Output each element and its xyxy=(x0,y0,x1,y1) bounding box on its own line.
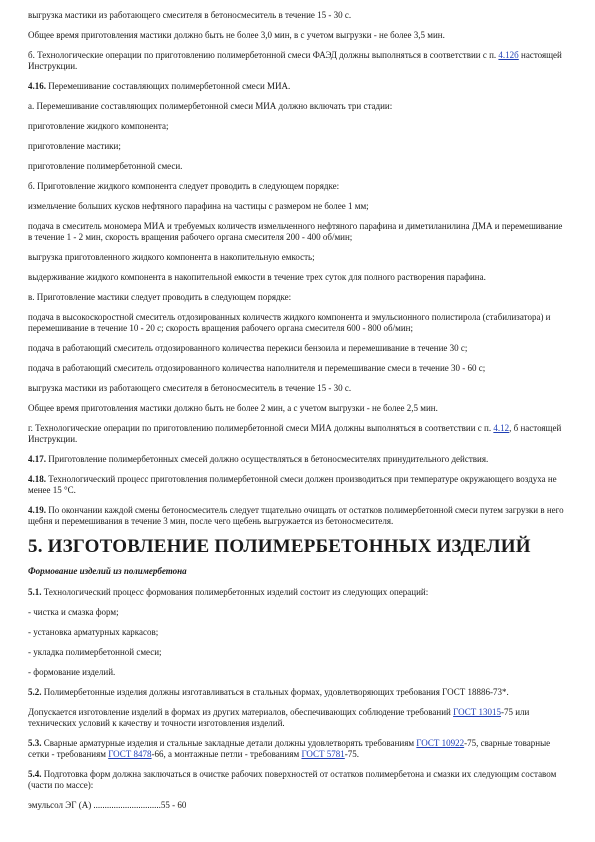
paragraph xyxy=(28,181,568,192)
paragraph-text: - укладка полимербетонной смеси; xyxy=(28,647,162,657)
paragraph xyxy=(28,10,568,21)
paragraph-text: измельчение больших кусков нефтяного парафина на частицы с размером не более 1 мм; xyxy=(28,201,369,211)
paragraph-text: подача в работающий смеситель отдозированного количества наполнителя и перемешивание смеси в течение 30 - 60 с; xyxy=(28,363,486,373)
paragraph xyxy=(28,505,568,527)
paragraph xyxy=(28,383,568,394)
paragraph xyxy=(28,161,568,172)
reference-link[interactable]: ГОСТ 8478 xyxy=(108,749,152,759)
paragraph-text: выгрузка мастики из работающего смесителя в бетоносмеситель в течение 15 - 30 с. xyxy=(28,383,352,393)
paragraph xyxy=(28,221,568,243)
paragraph-text: - установка арматурных каркасов; xyxy=(28,627,159,637)
paragraph xyxy=(28,30,568,41)
paragraph xyxy=(28,363,568,374)
paragraph xyxy=(28,738,568,760)
paragraph-text: - формование изделий. xyxy=(28,667,116,677)
paragraph xyxy=(28,587,568,598)
paragraph-text: выгрузка мастики из работающего смесителя в бетоносмеситель в течение 15 - 30 с. xyxy=(28,10,352,20)
clause-number: 4.17. xyxy=(28,454,46,464)
paragraph-text: Приготовление полимербетонных смесей должно осуществляться в бетоносмесителях принудительного действия. xyxy=(46,454,489,464)
reference-link[interactable]: ГОСТ 13015 xyxy=(453,707,501,717)
paragraph-text: -75 или технических условий к качеству и точности изготовления изделий. xyxy=(28,707,530,728)
paragraph xyxy=(28,292,568,303)
paragraph-text: -75. xyxy=(344,749,360,759)
paragraph xyxy=(28,454,568,465)
paragraph xyxy=(28,101,568,112)
paragraph xyxy=(28,81,568,92)
paragraph xyxy=(28,667,568,678)
paragraph-text: настоящей Инструкции. xyxy=(28,50,562,71)
paragraph xyxy=(28,141,568,152)
paragraph xyxy=(28,769,568,791)
clause-number: 4.18. xyxy=(28,474,46,484)
paragraph xyxy=(28,423,568,445)
paragraph-text: Технологический процесс формования полимербетонных изделий состоит из следующих операций: xyxy=(41,587,429,597)
paragraph-text: б. Приготовление жидкого компонента следует проводить в следующем порядке: xyxy=(28,181,340,191)
clause-number: 5.3. xyxy=(28,738,42,748)
clause-number: 4.16. xyxy=(28,81,46,91)
paragraph-text: приготовление жидкого компонента; xyxy=(28,121,169,131)
paragraph xyxy=(28,707,568,729)
paragraph-text: а. Перемешивание составляющих полимербетонной смеси МИА должно включать три стадии: xyxy=(28,101,393,111)
paragraph-text: подача в смеситель мономера МИА и требуемых количеств измельченного нефтяного парафина и диметиланилина ДМА и перемешивание в течение 1 - 2 мин, скорость вращения рабочего органа смесителя 200 - 400 об/мин; xyxy=(28,221,563,242)
paragraph xyxy=(28,627,568,638)
section-4-continuation xyxy=(28,10,568,527)
paragraph-text: подача в работающий смеситель отдозированного количества перекиси бензоила и перемешивание в течение 30 с; xyxy=(28,343,468,353)
document-page xyxy=(28,10,568,820)
paragraph-text: Допускается изготовление изделий в формах из других материалов, обеспечивающих соблюдение требований xyxy=(28,707,454,717)
paragraph-text: , б настоящей Инструкции. xyxy=(28,423,562,444)
paragraph-text: Подготовка форм должна заключаться в очистке рабочих поверхностей от остатков полимербетона и смазки их следующим составом (части по массе): xyxy=(28,769,557,790)
paragraph xyxy=(28,121,568,132)
clause-number: 5.4. xyxy=(28,769,42,779)
paragraph xyxy=(28,272,568,283)
section-subheading: Формование изделий из полимербетона xyxy=(28,566,187,576)
paragraph-text: Полимербетонные изделия должны изготавливаться в стальных формах, удовлетворяющих требования ГОСТ 18886-73*. xyxy=(41,687,509,697)
paragraph xyxy=(28,474,568,496)
paragraph xyxy=(28,403,568,414)
clause-number: 5.1. xyxy=(28,587,42,597)
paragraph-text: выгрузка приготовленного жидкого компонента в накопительную емкость; xyxy=(28,252,315,262)
paragraph xyxy=(28,252,568,263)
paragraph xyxy=(28,607,568,618)
paragraph xyxy=(28,201,568,212)
paragraph-text: Общее время приготовления мастики должно быть не более 2 мин, а с учетом выгрузки - не более 2,5 мин. xyxy=(28,403,438,413)
paragraph-text: выдерживание жидкого компонента в накопительной емкости в течение трех суток для полного растворения парафина. xyxy=(28,272,486,282)
paragraph xyxy=(28,647,568,658)
paragraph-text: эмульсол ЭГ (А) ..............................55 - 60 xyxy=(28,800,187,810)
paragraph xyxy=(28,312,568,334)
paragraph-text: Перемешивание составляющих полимербетонной смеси МИА. xyxy=(46,81,291,91)
paragraph-text: -75, сварные товарные сетки - требованиям xyxy=(28,738,551,759)
paragraph-text: подача в высокоскоростной смеситель отдозированных количеств жидкого компонента и эмульсионного полистирола (стабилизатора) и перемешивание в течение 10 - 20 с; скорость вращения рабочего органа смесителя 600 - 800 об/мин; xyxy=(28,312,551,333)
paragraph-text: Сварные арматурные изделия и стальные закладные детали должны удовлетворять требованиям xyxy=(41,738,417,748)
paragraph-text: б. Технологические операции по приготовлению полимербетонной смеси ФАЭД должны выполняться в соответствии с п. xyxy=(28,50,499,60)
paragraph-text: г. Технологические операции по приготовлению полимербетонной смеси МИА должны выполняться в соответствии с п. xyxy=(28,423,494,433)
paragraph xyxy=(28,50,568,72)
paragraph-text: - чистка и смазка форм; xyxy=(28,607,119,617)
paragraph-text: Технологический процесс приготовления полимербетонной смеси должен производиться при температуре окружающего воздуха не менее 15 °С. xyxy=(28,474,557,495)
clause-number: 4.19. xyxy=(28,505,46,515)
reference-link[interactable]: 4.12б xyxy=(498,50,519,60)
paragraph-text: приготовление мастики; xyxy=(28,141,121,151)
paragraph xyxy=(28,687,568,698)
paragraph xyxy=(28,800,568,811)
reference-link[interactable]: ГОСТ 5781 xyxy=(301,749,345,759)
reference-link[interactable]: 4.12 xyxy=(493,423,510,433)
paragraph-text: приготовление полимербетонной смеси. xyxy=(28,161,183,171)
clause-number: 5.2. xyxy=(28,687,42,697)
section-heading: 5. ИЗГОТОВЛЕНИЕ ПОЛИМЕРБЕТОННЫХ ИЗДЕЛИЙ xyxy=(28,536,531,557)
paragraph-text: Общее время приготовления мастики должно быть не более 3,0 мин, в с учетом выгрузки - не более 3,5 мин. xyxy=(28,30,445,40)
paragraph-text: -66, а монтажные петли - требованиям xyxy=(151,749,302,759)
section-5-body xyxy=(28,587,568,811)
paragraph-text: По окончании каждой смены бетоносмеситель следует тщательно очищать от остатков полимербетонной смеси путем загрузки в него щебня и перемешивания в течение 3 мин, после чего щебень выгружается из бетоносмесителя. xyxy=(28,505,564,526)
reference-link[interactable]: ГОСТ 10922 xyxy=(416,738,465,748)
paragraph xyxy=(28,343,568,354)
paragraph-text: в. Приготовление мастики следует проводить в следующем порядке: xyxy=(28,292,292,302)
